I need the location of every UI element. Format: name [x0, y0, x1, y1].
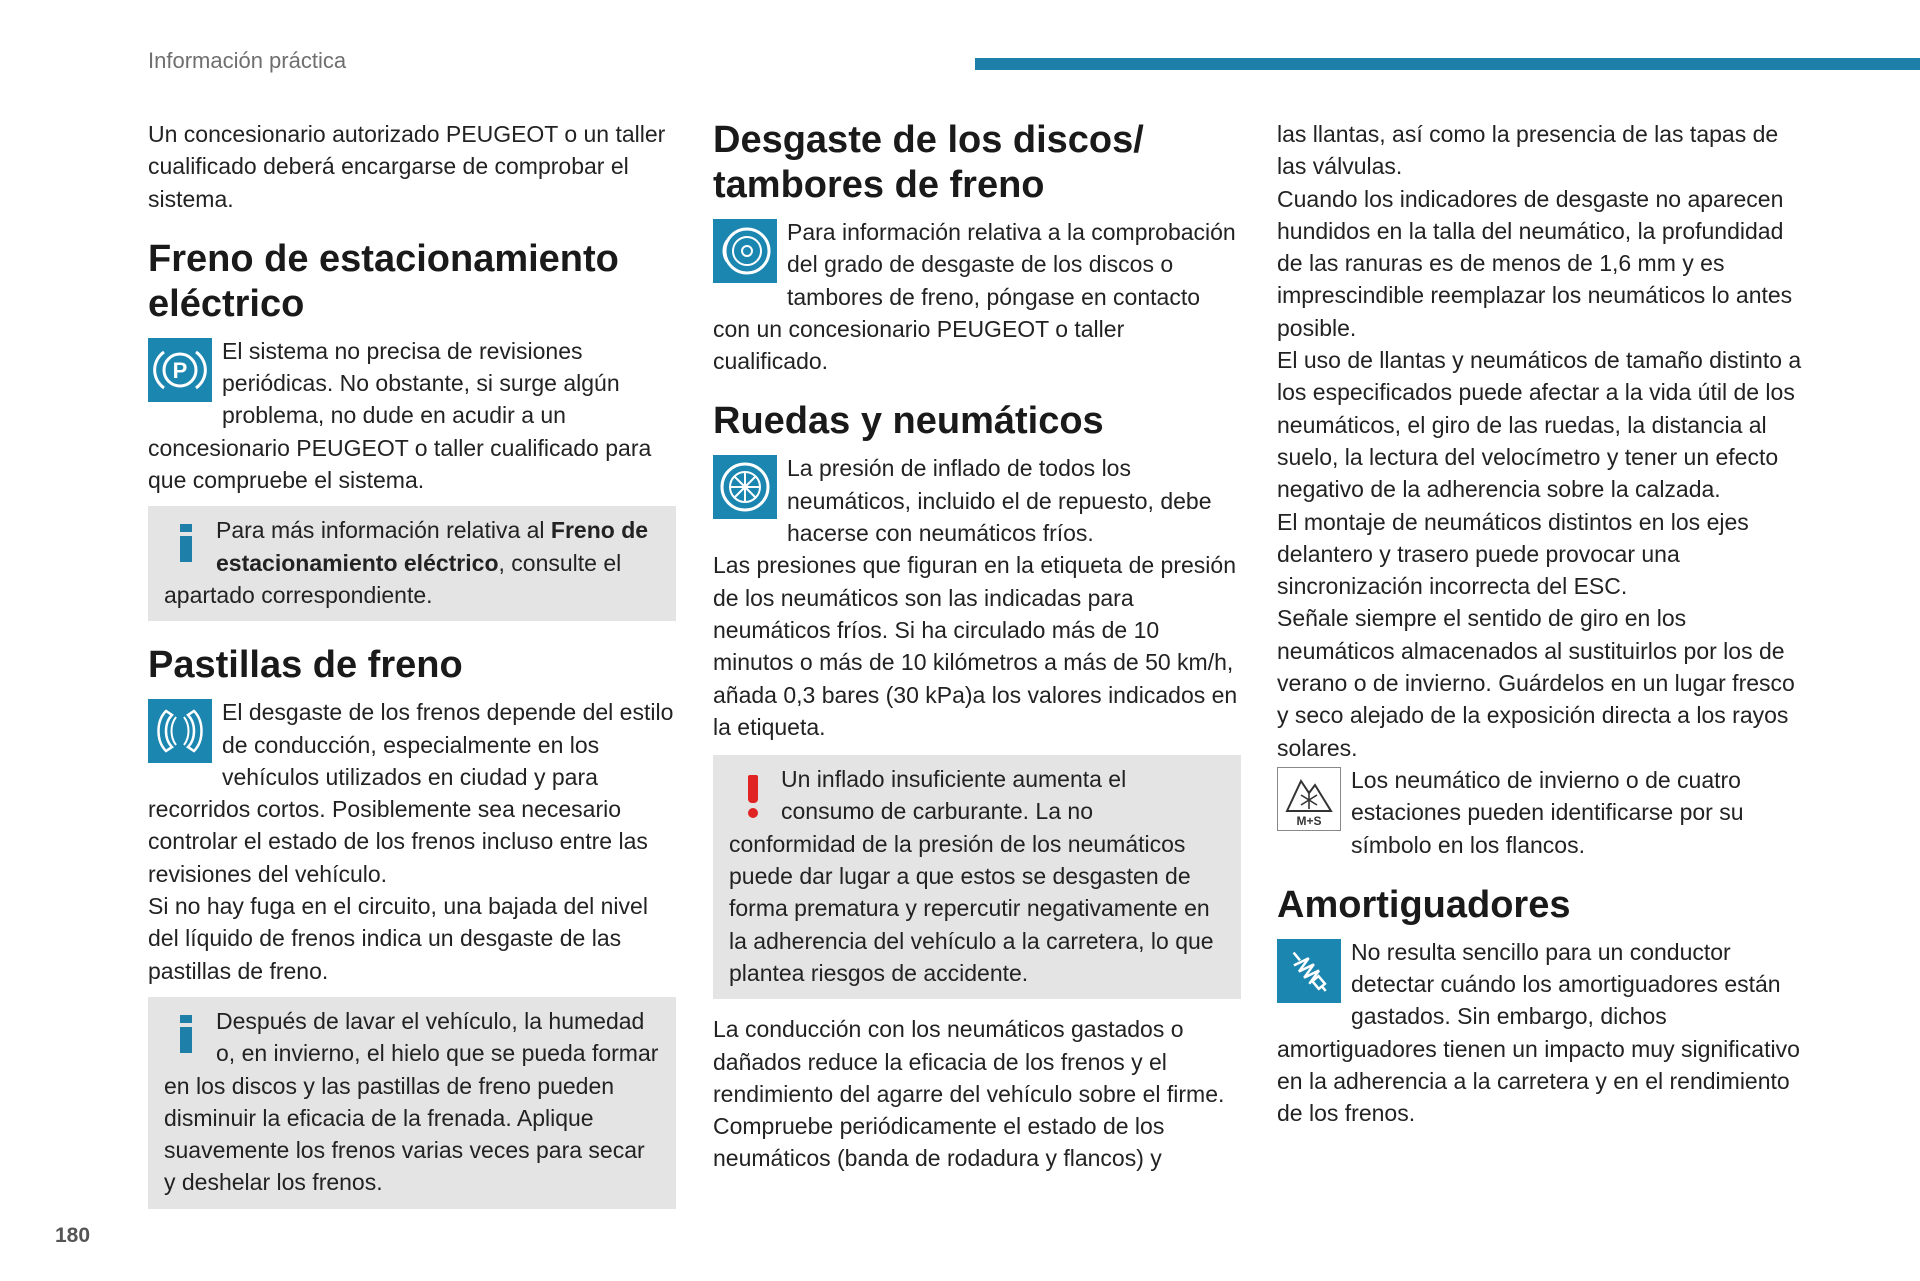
- shock-absorber-icon: [1277, 939, 1341, 1003]
- parking-brake-heading: Freno de estacionamiento eléctrico: [148, 237, 619, 325]
- brake-pads-info-note: [148, 997, 676, 1209]
- wheels-tyres-heading: Ruedas y neumáticos: [713, 400, 1104, 443]
- tyre-icon: [713, 455, 777, 519]
- brake-pads-text-1: El desgaste de los frenos depende del estilo de conducción, especialmente en los vehículos utilizados en ciudad y para recorridos cortos. Posiblemente sea necesario controlar el estado de los frenos incluso entre las revisiones del vehículo.: [148, 699, 674, 887]
- note-text-post: , consulte el apartado correspondiente.: [164, 549, 622, 608]
- tyre-pressure-warning-note: [713, 755, 1241, 999]
- brake-pads-note-text: Después de lavar el vehículo, la humedad o, en invierno, el hielo que se pueda formar en los discos y las pastillas de freno pueden disminuir la eficacia de la frenada. Aplique suavemente los frenos varias veces para secar y deshelar los frenos.: [164, 1007, 659, 1196]
- tyres-paragraph-3: El uso de llantas y neumáticos de tamaño distinto a los especificados puede afectar a la vida útil de los neumáticos, el giro de las ruedas, la distancia al suelo, la lectura del velocímetro y tener un efecto negativo de la adherencia sobre la calzada.: [1277, 347, 1802, 503]
- info-icon: [164, 1005, 212, 1055]
- wheels-text-3: La conducción con los neumáticos gastados o dañados reduce la eficacia de los frenos y el rendimiento del agarre del vehículo sobre el firme. Compruebe periódicamente el estado de los neumáticos (banda de rodadura y flancos) y: [713, 1016, 1225, 1172]
- info-icon: [164, 514, 212, 564]
- tyres-paragraph-2: Cuando los indicadores de desgaste no aparecen hundidos en la talla del neumático, la profundidad de las ranuras es de menos de 1,6 mm y es imprescindible reemplazar los neumáticos lo antes posible.: [1277, 185, 1793, 341]
- wheels-text-2: Las presiones que figuran en la etiqueta de presión de los neumáticos son las indicadas para neumáticos fríos. Si ha circulado más de 10 minutos o más de 10 kilómetros a más de 50 km/h, añada 0,3 bares (30 kPa)a los valores indicados en la etiqueta.: [713, 552, 1238, 740]
- brake-discs-heading: Desgaste de los discos/ tambores de freno: [713, 119, 1144, 206]
- winter-tyre-text: Los neumático de invierno o de cuatro estaciones pueden identificarse por su símbolo en los flancos.: [1351, 766, 1744, 858]
- page-number: 180: [55, 1224, 91, 1247]
- brake-pads-icon: [148, 699, 212, 763]
- header-section-title: Información práctica: [148, 48, 347, 73]
- tyre-warning-text: Un inflado insuficiente aumenta el consumo de carburante. La no conformidad de la presión de los neumáticos puede dar lugar a que estos se desgasten de forma prematura y repercutir negativamente en la adherencia del vehículo a la carretera, lo que plantea riesgos de accidente.: [729, 766, 1214, 986]
- column-left: [148, 118, 676, 1209]
- intro-paragraph: Un concesionario autorizado PEUGEOT o un taller cualificado deberá encargarse de comprobar el sistema.: [148, 121, 666, 212]
- shock-absorbers-heading: Amortiguadores: [1277, 883, 1571, 926]
- winter-tyre-icon-label: M+S: [1296, 813, 1322, 828]
- brake-disc-icon: [713, 219, 777, 283]
- tyres-paragraph-4: El montaje de neumáticos distintos en los ejes delantero y trasero puede provocar una sincronización incorrecta del ESC.: [1277, 508, 1749, 600]
- winter-tyre-icon: [1277, 767, 1341, 831]
- parking-brake-icon: [148, 338, 212, 402]
- parking-brake-info-note: [148, 506, 676, 621]
- tyres-paragraph-5: Señale siempre el sentido de giro en los neumáticos almacenados al sustituirlos por los de verano o de invierno. Guárdelos en un lugar fresco y seco alejado de la exposición directa a los rayos solares.: [1277, 605, 1795, 761]
- brake-pads-heading: Pastillas de freno: [148, 644, 463, 687]
- tyres-paragraph-1: las llantas, así como la presencia de las tapas de las válvulas.: [1277, 121, 1779, 180]
- brake-pads-text-2: Si no hay fuga en el circuito, una bajada del nivel del líquido de frenos indica un desgaste de las pastillas de freno.: [148, 893, 648, 984]
- note-text-pre: Para más información relativa al: [216, 517, 551, 544]
- note-text-bold: Freno de estacionamiento eléctrico: [216, 517, 649, 576]
- parking-brake-text: El sistema no precisa de revisiones periódicas. No obstante, si surge algún problema, no dude en acudir a un concesionario PEUGEOT o taller cualificado para que compruebe el sistema.: [148, 337, 652, 494]
- warning-icon: [729, 763, 777, 823]
- wheels-text-1: La presión de inflado de todos los neumáticos, incluido el de repuesto, debe hacerse con neumáticos fríos.: [787, 455, 1212, 547]
- column-middle: [713, 118, 1241, 1175]
- svg-text:P: P: [172, 357, 188, 383]
- column-right: [1277, 118, 1805, 1130]
- shock-absorbers-text: No resulta sencillo para un conductor detectar cuándo los amortiguadores están gastados. Sin embargo, dichos amortiguadores tienen un impacto muy significativo en la adherencia a la carretera y en el rendimiento de los frenos.: [1277, 938, 1800, 1127]
- brake-discs-text: Para información relativa a la comprobación del grado de desgaste de los discos o tambores de freno, póngase en contacto con un concesionario PEUGEOT o taller cualificado.: [713, 219, 1236, 375]
- header-accent-bar: [975, 58, 1920, 70]
